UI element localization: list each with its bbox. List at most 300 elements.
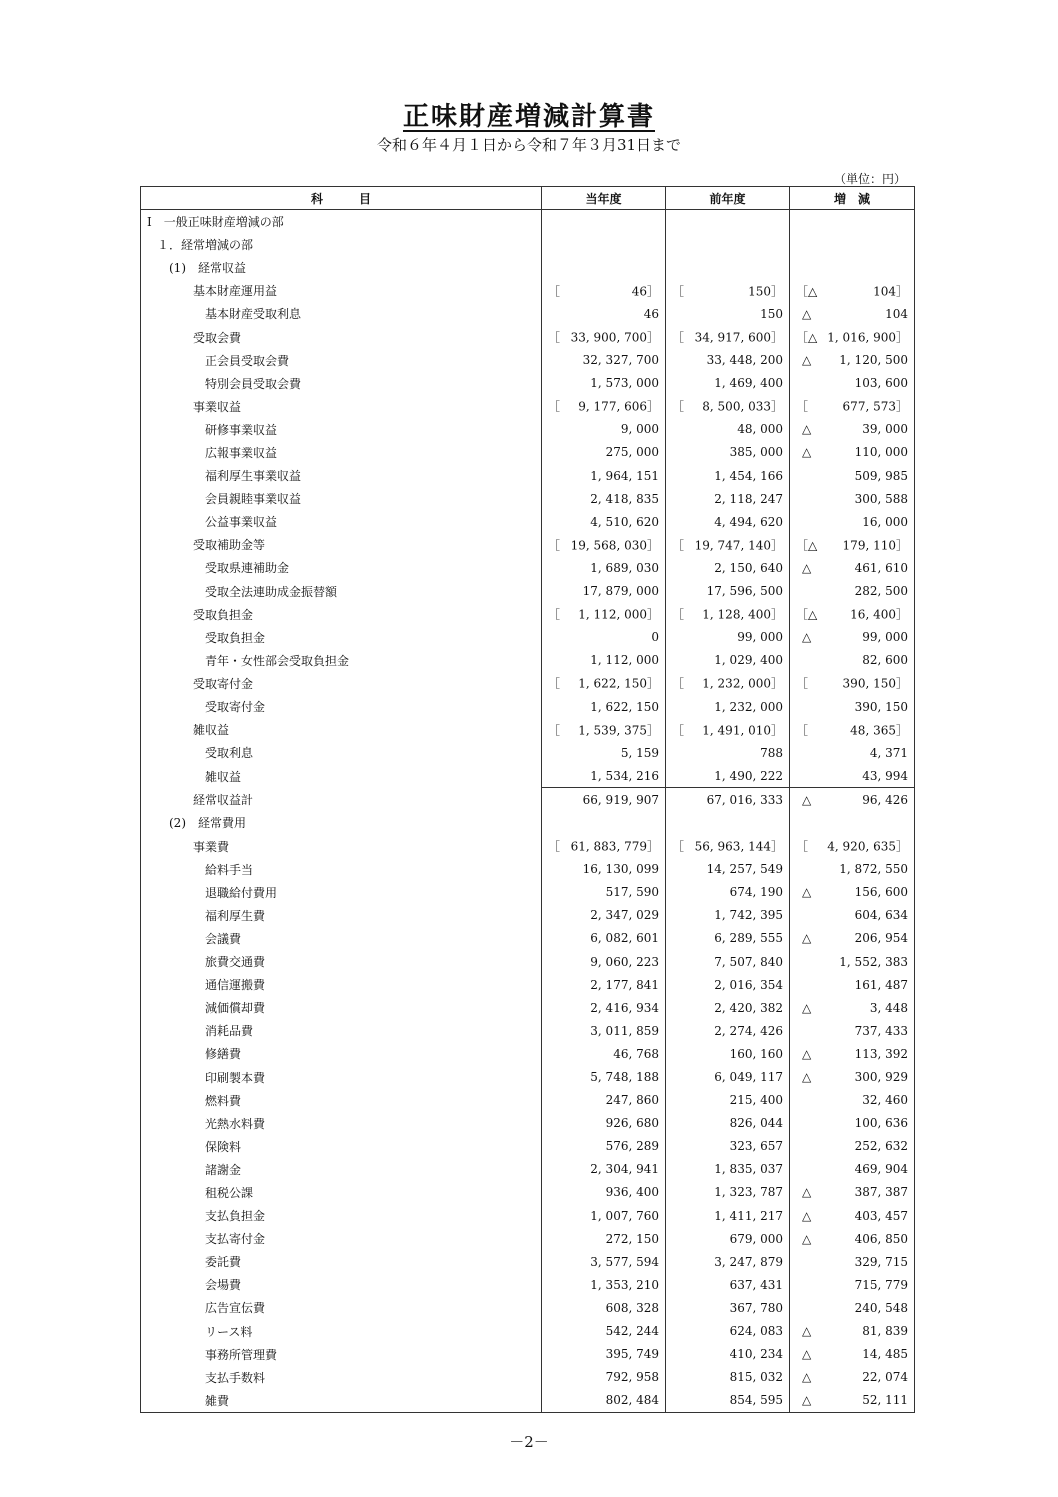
- row-label: 印刷製本費: [141, 1065, 542, 1088]
- row-label: 受取負担金: [141, 603, 542, 626]
- change-value: 387, 387: [854, 1185, 908, 1200]
- change-cell: [790, 950, 915, 973]
- current-year-cell: [542, 695, 666, 718]
- change-value: 161, 487: [854, 977, 908, 992]
- current-year-cell: [542, 1112, 666, 1135]
- current-year-cell: [542, 1158, 666, 1181]
- current-year-cell: [542, 1019, 666, 1042]
- change-value: 16, 400: [850, 607, 896, 622]
- previous-year-cell: ［ 8, 500, 033］: [666, 395, 790, 418]
- table-row: [141, 718, 915, 741]
- change-value: 406, 850: [854, 1231, 908, 1246]
- open-bracket: ［: [672, 538, 685, 553]
- previous-year-value: 679, 000: [729, 1231, 783, 1246]
- table-row: [141, 1227, 915, 1250]
- current-year-value: 1, 964, 151: [590, 468, 659, 483]
- change-value: 1, 552, 383: [839, 954, 908, 969]
- row-label: 消耗品費: [141, 1019, 542, 1042]
- previous-year-cell: [666, 788, 790, 812]
- change-cell: ［△ 16, 400］: [790, 603, 915, 626]
- previous-year-value: 150: [748, 284, 771, 299]
- previous-year-cell: [666, 418, 790, 441]
- previous-year-cell: [666, 950, 790, 973]
- change-value: 16, 000: [862, 514, 908, 529]
- current-year-value: 2, 416, 934: [590, 1000, 659, 1015]
- previous-year-value: 674, 190: [729, 885, 783, 900]
- row-label: 委託費: [141, 1250, 542, 1273]
- change-cell: [790, 580, 915, 603]
- row-label: 受取利息: [141, 741, 542, 764]
- change-cell: ［ 390, 150］: [790, 672, 915, 695]
- change-cell: [790, 1366, 915, 1389]
- current-year-cell: [542, 973, 666, 996]
- current-year-value: 247, 860: [605, 1093, 659, 1108]
- current-year-cell: [542, 950, 666, 973]
- change-value: 43, 994: [862, 768, 908, 783]
- change-cell: [790, 1227, 915, 1250]
- table-row: [141, 1042, 915, 1065]
- previous-year-value: 3, 247, 879: [714, 1254, 783, 1269]
- current-year-cell: [542, 418, 666, 441]
- change-cell: [790, 464, 915, 487]
- table-row: [141, 1273, 915, 1296]
- open-bracket: ［: [548, 538, 561, 553]
- table-row: [141, 556, 915, 579]
- current-year-cell: [542, 904, 666, 927]
- table-row: [141, 881, 915, 904]
- change-value: 390, 150: [842, 676, 896, 691]
- previous-year-cell: [666, 372, 790, 395]
- previous-year-value: 56, 963, 144: [694, 839, 771, 854]
- current-year-value: 926, 680: [605, 1116, 659, 1131]
- decrease-triangle-icon: △: [802, 560, 812, 575]
- row-label: 光熱水料費: [141, 1112, 542, 1135]
- open-bracket: ［: [548, 284, 561, 299]
- current-year-cell: [542, 1389, 666, 1413]
- row-label: (2) 経常費用: [141, 811, 542, 834]
- previous-year-cell: [666, 1181, 790, 1204]
- current-year-cell: [542, 349, 666, 372]
- document-title: 正味財産増減計算書: [402, 102, 655, 132]
- change-cell: [790, 649, 915, 672]
- row-label: 広告宣伝費: [141, 1296, 542, 1319]
- row-label: 支払寄付金: [141, 1227, 542, 1250]
- current-year-cell: ［ 1, 622, 150］: [542, 672, 666, 695]
- current-year-value: 2, 177, 841: [590, 977, 659, 992]
- previous-year-value: 1, 323, 787: [714, 1185, 783, 1200]
- row-label: (1) 経常収益: [141, 256, 542, 279]
- row-label: 租税公課: [141, 1181, 542, 1204]
- current-year-value: 1, 112, 000: [578, 607, 647, 622]
- decrease-triangle-icon: △: [802, 1231, 812, 1246]
- change-cell: ［ 4, 920, 635］: [790, 835, 915, 858]
- table-row: [141, 256, 915, 279]
- previous-year-value: 1, 232, 000: [702, 676, 771, 691]
- open-bracket: ［△: [796, 330, 818, 345]
- current-year-value: 802, 484: [605, 1393, 659, 1408]
- decrease-triangle-icon: △: [802, 1046, 812, 1061]
- previous-year-cell: [666, 1065, 790, 1088]
- previous-year-cell: [666, 1019, 790, 1042]
- current-year-value: 1, 689, 030: [590, 560, 659, 575]
- open-bracket: ［: [548, 399, 561, 414]
- change-value: 329, 715: [854, 1254, 908, 1269]
- previous-year-value: 99, 000: [737, 630, 783, 645]
- unit-label: （単位：円）: [833, 172, 906, 186]
- statement-table: [140, 186, 915, 1413]
- change-value: 604, 634: [854, 908, 908, 923]
- header-change: 増 減: [790, 187, 915, 210]
- previous-year-cell: ［ 56, 963, 144］: [666, 835, 790, 858]
- change-value: 1, 872, 550: [839, 862, 908, 877]
- change-value: 252, 632: [854, 1139, 908, 1154]
- table-row: [141, 672, 915, 695]
- header-subject: 科 目: [141, 187, 542, 210]
- table-row: [141, 603, 915, 626]
- current-year-value: 1, 622, 150: [590, 699, 659, 714]
- current-year-cell: ［ 1, 539, 375］: [542, 718, 666, 741]
- current-year-value: 608, 328: [605, 1300, 659, 1315]
- table-row: [141, 996, 915, 1019]
- open-bracket: ［: [672, 839, 685, 854]
- table-row: [141, 279, 915, 302]
- previous-year-value: 1, 835, 037: [714, 1162, 783, 1177]
- row-label: 雑収益: [141, 764, 542, 788]
- previous-year-cell: [666, 996, 790, 1019]
- previous-year-value: 815, 032: [729, 1370, 783, 1385]
- previous-year-cell: [666, 904, 790, 927]
- table-row: [141, 1135, 915, 1158]
- previous-year-cell: ［ 1, 232, 000］: [666, 672, 790, 695]
- table-row: [141, 210, 915, 234]
- change-cell: [790, 858, 915, 881]
- current-year-cell: [542, 626, 666, 649]
- table-row: [141, 1181, 915, 1204]
- change-cell: [790, 441, 915, 464]
- table-row: [141, 695, 915, 718]
- change-value: 32, 460: [862, 1093, 908, 1108]
- previous-year-value: 1, 411, 217: [714, 1208, 783, 1223]
- table-row: [141, 487, 915, 510]
- change-value: 81, 839: [862, 1324, 908, 1339]
- previous-year-value: 1, 491, 010: [702, 723, 771, 738]
- previous-year-cell: ［ 1, 128, 400］: [666, 603, 790, 626]
- change-cell: [790, 788, 915, 812]
- row-label: 保険料: [141, 1135, 542, 1158]
- current-year-value: 9, 000: [620, 422, 659, 437]
- current-year-value: 1, 353, 210: [590, 1277, 659, 1292]
- change-value: 300, 588: [854, 491, 908, 506]
- current-year-value: 1, 573, 000: [590, 376, 659, 391]
- change-cell: [790, 904, 915, 927]
- current-year-cell: [542, 858, 666, 881]
- row-label: 受取補助金等: [141, 533, 542, 556]
- table-header-row: [141, 187, 915, 210]
- previous-year-cell: [666, 1320, 790, 1343]
- previous-year-value: 4, 494, 620: [714, 514, 783, 529]
- previous-year-cell: [666, 973, 790, 996]
- row-label: 正会員受取会費: [141, 349, 542, 372]
- previous-year-value: 48, 000: [737, 422, 783, 437]
- open-bracket: ［: [672, 399, 685, 414]
- change-value: 1, 016, 900: [827, 330, 896, 345]
- previous-year-value: 1, 128, 400: [702, 607, 771, 622]
- row-label: 受取県連補助金: [141, 556, 542, 579]
- current-year-cell: [542, 464, 666, 487]
- open-bracket: ［: [672, 284, 685, 299]
- previous-year-value: 2, 150, 640: [714, 560, 783, 575]
- change-value: 715, 779: [854, 1277, 908, 1292]
- change-value: 113, 392: [854, 1046, 908, 1061]
- current-year-value: 66, 919, 907: [582, 792, 659, 807]
- current-year-value: 272, 150: [605, 1231, 659, 1246]
- change-cell: [790, 1343, 915, 1366]
- row-label: 会員親睦事業収益: [141, 487, 542, 510]
- table-row: [141, 464, 915, 487]
- current-year-value: 17, 879, 000: [582, 584, 659, 599]
- row-label: 燃料費: [141, 1089, 542, 1112]
- row-label: 基本財産運用益: [141, 279, 542, 302]
- previous-year-value: 1, 232, 000: [714, 699, 783, 714]
- table-row: [141, 1320, 915, 1343]
- current-year-cell: [542, 1250, 666, 1273]
- previous-year-cell: [666, 1343, 790, 1366]
- open-bracket: ［: [796, 676, 809, 691]
- previous-year-value: 323, 657: [729, 1139, 783, 1154]
- open-bracket: ［: [796, 723, 809, 738]
- current-year-value: 1, 534, 216: [590, 768, 659, 783]
- change-cell: [790, 881, 915, 904]
- table-row: [141, 580, 915, 603]
- table-row: [141, 1089, 915, 1112]
- current-year-value: 1, 622, 150: [578, 676, 647, 691]
- open-bracket: ［: [548, 607, 561, 622]
- change-cell: [790, 741, 915, 764]
- table-row: [141, 441, 915, 464]
- previous-year-cell: [666, 1227, 790, 1250]
- change-cell: [790, 510, 915, 533]
- row-label: 修繕費: [141, 1042, 542, 1065]
- current-year-cell: [542, 302, 666, 325]
- open-bracket: ［: [672, 330, 685, 345]
- table-row: [141, 950, 915, 973]
- previous-year-value: 33, 448, 200: [706, 353, 783, 368]
- current-year-cell: [542, 1296, 666, 1319]
- previous-year-cell: ［ 19, 747, 140］: [666, 533, 790, 556]
- change-value: 509, 985: [854, 468, 908, 483]
- row-label: 広報事業収益: [141, 441, 542, 464]
- change-cell: [790, 1181, 915, 1204]
- change-cell: [790, 764, 915, 788]
- change-cell: [790, 1320, 915, 1343]
- change-value: 300, 929: [854, 1070, 908, 1085]
- change-cell: [790, 1065, 915, 1088]
- change-cell: [790, 996, 915, 1019]
- previous-year-cell: [666, 626, 790, 649]
- table-row: [141, 764, 915, 788]
- change-cell: [790, 556, 915, 579]
- current-year-cell: [542, 1227, 666, 1250]
- table-row: [141, 788, 915, 812]
- previous-year-cell: [666, 649, 790, 672]
- change-cell: [790, 1112, 915, 1135]
- change-value: 4, 920, 635: [827, 839, 896, 854]
- previous-year-cell: [666, 487, 790, 510]
- previous-year-cell: [666, 1042, 790, 1065]
- change-cell: [790, 1089, 915, 1112]
- change-value: 96, 426: [862, 792, 908, 807]
- table-row: [141, 325, 915, 348]
- row-label: 会議費: [141, 927, 542, 950]
- table-row: [141, 1296, 915, 1319]
- current-year-cell: [542, 487, 666, 510]
- table-row: [141, 835, 915, 858]
- previous-year-value: 7, 507, 840: [714, 954, 783, 969]
- table-row: [141, 302, 915, 325]
- change-cell: [790, 626, 915, 649]
- table-row: [141, 1343, 915, 1366]
- open-bracket: ［: [796, 839, 809, 854]
- table-row: [141, 904, 915, 927]
- current-year-cell: [542, 441, 666, 464]
- previous-year-value: 1, 454, 166: [714, 468, 783, 483]
- open-bracket: ［: [672, 723, 685, 738]
- table-body: [141, 210, 915, 1413]
- current-year-cell: [542, 996, 666, 1019]
- row-label: 通信運搬費: [141, 973, 542, 996]
- current-year-cell: [542, 510, 666, 533]
- row-label: 事業費: [141, 835, 542, 858]
- table-row: [141, 1158, 915, 1181]
- change-value: 403, 457: [854, 1208, 908, 1223]
- change-cell: [790, 973, 915, 996]
- previous-year-cell: [666, 1135, 790, 1158]
- previous-year-value: 14, 257, 549: [706, 862, 783, 877]
- current-year-cell: [542, 1135, 666, 1158]
- decrease-triangle-icon: △: [802, 422, 812, 437]
- change-value: 1, 120, 500: [839, 353, 908, 368]
- current-year-value: 19, 568, 030: [570, 538, 647, 553]
- previous-year-value: 1, 469, 400: [714, 376, 783, 391]
- decrease-triangle-icon: △: [802, 792, 812, 807]
- change-value: 179, 110: [842, 538, 896, 553]
- previous-year-cell: [666, 1158, 790, 1181]
- table-row: [141, 649, 915, 672]
- previous-year-value: 2, 274, 426: [714, 1023, 783, 1038]
- decrease-triangle-icon: △: [802, 353, 812, 368]
- current-year-value: 1, 112, 000: [590, 653, 659, 668]
- current-year-cell: [542, 881, 666, 904]
- change-value: 99, 000: [862, 630, 908, 645]
- current-year-value: 6, 082, 601: [590, 931, 659, 946]
- change-value: 737, 433: [854, 1023, 908, 1038]
- previous-year-cell: [666, 1250, 790, 1273]
- change-cell: [790, 418, 915, 441]
- change-value: 110, 000: [854, 445, 908, 460]
- table-row: [141, 510, 915, 533]
- row-label: 受取寄付金: [141, 672, 542, 695]
- previous-year-value: 34, 917, 600: [694, 330, 771, 345]
- table-row: [141, 533, 915, 556]
- current-year-value: 2, 418, 835: [590, 491, 659, 506]
- change-value: 48, 365: [850, 723, 896, 738]
- row-label: 旅費交通費: [141, 950, 542, 973]
- change-cell: [790, 302, 915, 325]
- previous-year-cell: [666, 556, 790, 579]
- table-row: [141, 1389, 915, 1413]
- decrease-triangle-icon: △: [802, 1324, 812, 1339]
- table-row: [141, 1065, 915, 1088]
- previous-year-cell: [666, 695, 790, 718]
- page-number: －2－: [509, 1433, 549, 1451]
- previous-year-cell: [666, 858, 790, 881]
- previous-year-cell: [666, 1389, 790, 1413]
- row-label: 研修事業収益: [141, 418, 542, 441]
- change-cell: [790, 1158, 915, 1181]
- change-value: 14, 485: [862, 1347, 908, 1362]
- previous-year-cell: [666, 349, 790, 372]
- row-label: 雑収益: [141, 718, 542, 741]
- change-value: 22, 074: [862, 1370, 908, 1385]
- change-value: 103, 600: [854, 376, 908, 391]
- previous-year-value: 854, 595: [729, 1393, 783, 1408]
- current-year-cell: [542, 1320, 666, 1343]
- current-year-value: 542, 244: [605, 1324, 659, 1339]
- decrease-triangle-icon: △: [802, 1000, 812, 1015]
- current-year-cell: [542, 788, 666, 812]
- current-year-value: 1, 539, 375: [578, 723, 647, 738]
- table-row: [141, 418, 915, 441]
- change-cell: ［△ 1, 016, 900］: [790, 325, 915, 348]
- table-row: [141, 233, 915, 256]
- table-row: [141, 626, 915, 649]
- current-year-value: 2, 304, 941: [590, 1162, 659, 1177]
- change-cell: ［△ 104］: [790, 279, 915, 302]
- row-label: 諸謝金: [141, 1158, 542, 1181]
- header-previous: 前年度: [666, 187, 790, 210]
- row-label: 受取全法連助成金振替額: [141, 580, 542, 603]
- table-row: [141, 741, 915, 764]
- previous-year-value: 8, 500, 033: [702, 399, 771, 414]
- previous-year-cell: [666, 741, 790, 764]
- table-row: [141, 1250, 915, 1273]
- change-value: 100, 636: [854, 1116, 908, 1131]
- current-year-value: 0: [651, 630, 659, 645]
- change-value: 240, 548: [854, 1300, 908, 1315]
- previous-year-cell: [666, 764, 790, 788]
- current-year-cell: [542, 372, 666, 395]
- table-row: [141, 1112, 915, 1135]
- decrease-triangle-icon: △: [802, 1347, 812, 1362]
- current-year-value: 9, 060, 223: [590, 954, 659, 969]
- table-row: [141, 973, 915, 996]
- previous-year-cell: ［ 1, 491, 010］: [666, 718, 790, 741]
- row-label: 受取負担金: [141, 626, 542, 649]
- row-label: Ⅰ 一般正味財産増減の部: [141, 210, 542, 234]
- current-year-cell: ［ 9, 177, 606］: [542, 395, 666, 418]
- change-value: 461, 610: [854, 560, 908, 575]
- decrease-triangle-icon: △: [802, 1208, 812, 1223]
- row-label: 基本財産受取利息: [141, 302, 542, 325]
- change-cell: [790, 349, 915, 372]
- open-bracket: ［: [796, 399, 809, 414]
- current-year-value: 517, 590: [605, 885, 659, 900]
- previous-year-cell: [666, 1273, 790, 1296]
- change-cell: [790, 487, 915, 510]
- previous-year-value: 2, 118, 247: [714, 491, 783, 506]
- current-year-cell: [542, 1065, 666, 1088]
- current-year-cell: [542, 1042, 666, 1065]
